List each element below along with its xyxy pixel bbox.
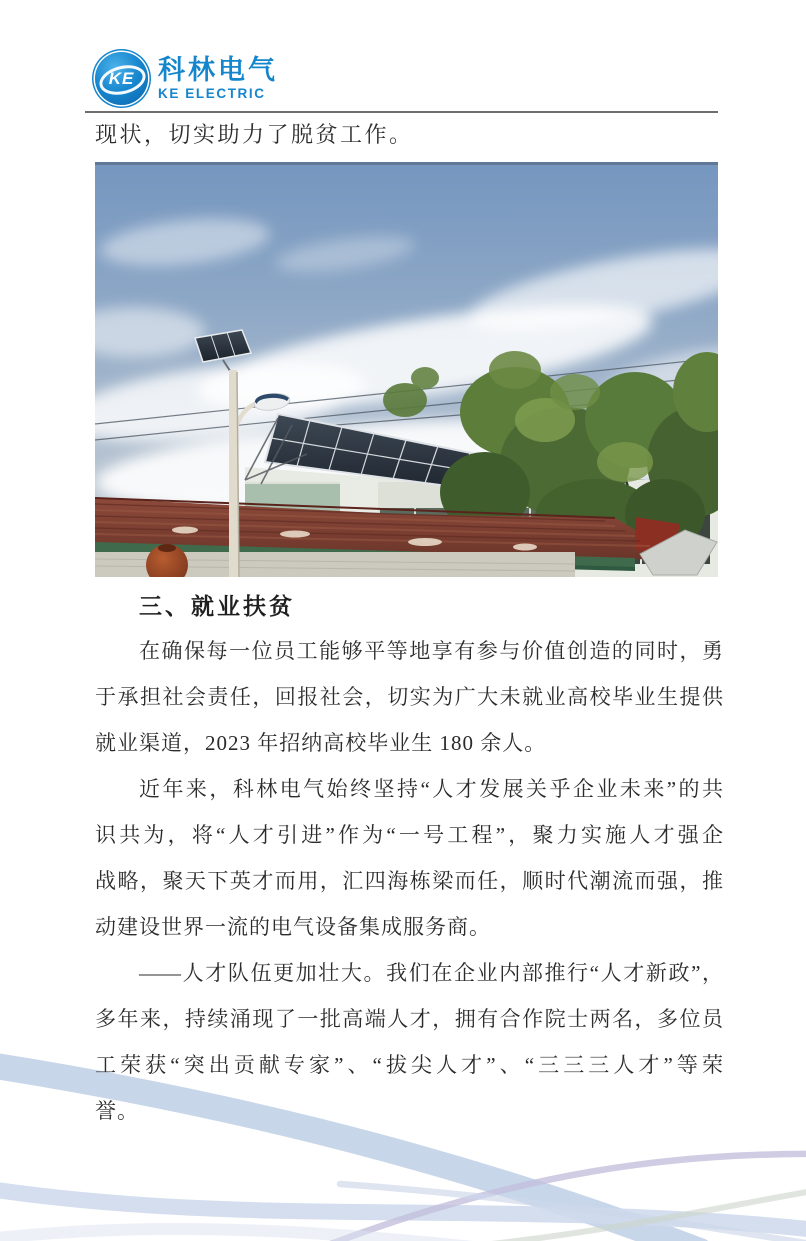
photo-solar-installation: [95, 162, 718, 577]
paragraph-line: 近年来，科林电气始终坚持“人才发展关乎企业未来”的共: [139, 777, 723, 801]
brand-logo: [95, 52, 278, 105]
logo-monogram: KE: [108, 68, 135, 88]
paragraph-line: 誉。: [95, 1099, 139, 1123]
paragraph-line: 于承担社会责任，回报社会，切实为广大未就业高校毕业生提供: [95, 685, 723, 709]
ke-logo-icon: [95, 52, 148, 105]
paragraph-line: 战略，聚天下英才而用，汇四海栋梁而任，顺时代潮流而强，推: [95, 869, 723, 893]
paragraph-line: 在确保每一位员工能够平等地享有参与价值创造的同时，勇: [139, 639, 723, 663]
paragraph-line: ——人才队伍更加壮大。我们在企业内部推行“人才新政”，: [139, 961, 723, 985]
paragraph-line: 就业渠道，2023 年招纳高校毕业生 180 余人。: [95, 731, 547, 755]
photo-scene: [95, 162, 718, 577]
paragraph-line: 识共为，将“人才引进”作为“一号工程”，聚力实施人才强企: [95, 823, 723, 847]
paragraph-line: 多年来，持续涌现了一批高端人才，拥有合作院士两名，多位员: [95, 1007, 723, 1031]
carryover-paragraph-line: 现状，切实助力了脱贫工作。: [95, 122, 414, 147]
brand-name-cn: 科林电气: [158, 54, 278, 85]
paragraph-line: 动建设世界一流的电气设备集成服务商。: [95, 915, 491, 939]
body-text: [95, 628, 723, 1134]
header-divider: [85, 111, 718, 113]
paragraph-line: 工荣获“突出贡献专家”、“拔尖人才”、“三三三人才”等荣: [95, 1053, 723, 1077]
section-heading: 三、就业扶贫: [139, 593, 295, 619]
brand-text: [158, 56, 278, 102]
brand-name-en: KE ELECTRIC: [158, 86, 266, 102]
